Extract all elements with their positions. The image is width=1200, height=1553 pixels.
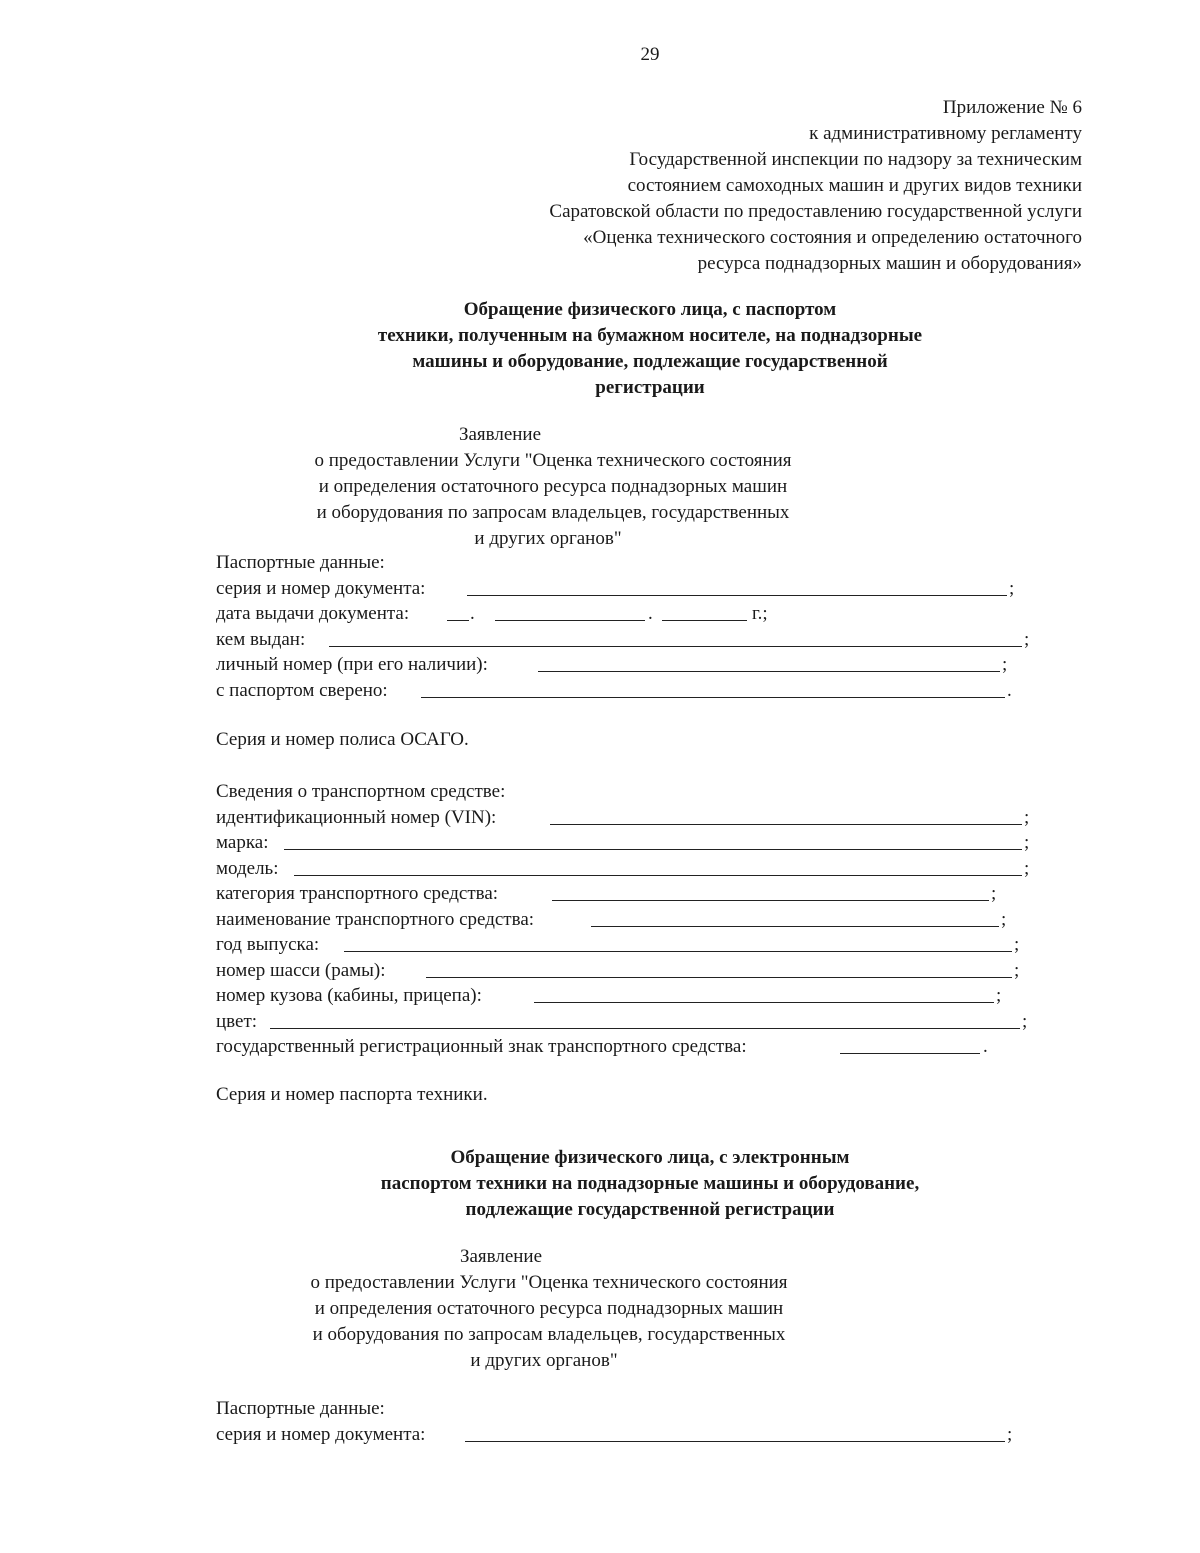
- statement-line: и определения остаточного ресурса поднадзорных машин: [318, 476, 788, 497]
- period: .: [983, 1036, 988, 1057]
- appendix-line: состоянием самоходных машин и других видов техники: [627, 175, 1082, 196]
- personal-number-field[interactable]: [538, 671, 1000, 672]
- vehicle-title: Сведения о транспортном средстве:: [216, 781, 506, 802]
- color-label: цвет:: [216, 1010, 258, 1032]
- passport-title: Паспортные данные:: [216, 552, 385, 573]
- semicolon: ;: [1009, 577, 1015, 599]
- appendix-line: Приложение № 6: [942, 97, 1082, 118]
- heading-line: Обращение физического лица, с электронным: [450, 1147, 850, 1168]
- heading-line: Обращение физического лица, с паспортом: [463, 299, 837, 320]
- year-suffix: г.;: [752, 603, 768, 624]
- tech-passport-line: Серия и номер паспорта техники.: [216, 1084, 488, 1105]
- series-number-label: серия и номер документа:: [216, 1423, 426, 1445]
- statement-line: и определения остаточного ресурса поднадзорных машин: [314, 1298, 784, 1319]
- appendix-block: [549, 95, 1082, 277]
- semicolon: ;: [1014, 959, 1020, 981]
- issue-year-field[interactable]: [662, 620, 747, 621]
- model-field[interactable]: [294, 875, 1022, 876]
- heading-line: подлежащие государственной регистрации: [465, 1199, 835, 1220]
- year-field[interactable]: [344, 951, 1012, 952]
- section2-heading: [0, 1145, 1200, 1223]
- series-number-field[interactable]: [467, 595, 1007, 596]
- statement-line: и других органов": [474, 528, 622, 549]
- issued-by-field[interactable]: [329, 646, 1022, 647]
- vin-label: идентификационный номер (VIN):: [216, 806, 497, 828]
- vin-field[interactable]: [550, 824, 1022, 825]
- body-field[interactable]: [534, 1002, 994, 1003]
- semicolon: ;: [991, 883, 997, 904]
- semicolon: ;: [1014, 934, 1020, 955]
- heading-line: регистрации: [595, 377, 705, 398]
- period: .: [1007, 679, 1012, 701]
- section1-heading: [0, 297, 1200, 401]
- issued-by-label: кем выдан:: [216, 628, 306, 650]
- issue-date-label: дата выдачи документа:: [216, 603, 410, 624]
- brand-field[interactable]: [284, 849, 1022, 850]
- dot: .: [470, 603, 475, 624]
- series-number-field[interactable]: [465, 1441, 1005, 1442]
- model-label: модель:: [216, 857, 279, 879]
- category-field[interactable]: [552, 900, 989, 901]
- brand-label: марка:: [216, 832, 269, 853]
- semicolon: ;: [1002, 654, 1008, 675]
- statement-line: и оборудования по запросам владельцев, государственных: [312, 1324, 786, 1345]
- appendix-line: Государственной инспекции по надзору за техническим: [629, 149, 1082, 170]
- semicolon: ;: [1024, 806, 1030, 828]
- heading-line: паспортом техники на поднадзорные машины и оборудование,: [380, 1173, 920, 1194]
- issue-month-field[interactable]: [495, 620, 645, 621]
- statement-title: Заявление: [458, 424, 542, 445]
- year-label: год выпуска:: [216, 934, 320, 955]
- dot: .: [648, 603, 653, 624]
- statement-line: и других органов": [470, 1350, 618, 1371]
- section1-statement: [270, 422, 836, 552]
- verified-label: с паспортом сверено:: [216, 679, 388, 701]
- name-label: наименование транспортного средства:: [216, 908, 535, 930]
- page-number: 29: [640, 44, 660, 65]
- semicolon: ;: [1024, 857, 1030, 879]
- heading-line: машины и оборудование, подлежащие государственной: [412, 351, 888, 372]
- name-field[interactable]: [591, 926, 999, 927]
- appendix-line: Саратовской области по предоставлению государственной услуги: [549, 201, 1082, 222]
- semicolon: ;: [1022, 1010, 1028, 1032]
- semicolon: ;: [1007, 1423, 1013, 1445]
- statement-line: о предоставлении Услуги "Оценка технического состояния: [310, 1272, 788, 1293]
- reg-plate-field[interactable]: [840, 1053, 980, 1054]
- section2-statement: [266, 1244, 832, 1374]
- color-field[interactable]: [270, 1028, 1020, 1029]
- statement-line: и оборудования по запросам владельцев, государственных: [316, 502, 790, 523]
- appendix-line: «Оценка технического состояния и определению остаточного: [583, 227, 1082, 248]
- appendix-line: к административному регламенту: [809, 123, 1082, 144]
- chassis-field[interactable]: [426, 977, 1012, 978]
- body-label: номер кузова (кабины, прицепа):: [216, 985, 482, 1006]
- personal-number-label: личный номер (при его наличии):: [216, 654, 488, 675]
- semicolon: ;: [1001, 908, 1007, 930]
- passport-title: Паспортные данные:: [216, 1398, 385, 1419]
- chassis-label: номер шасси (рамы):: [216, 959, 386, 981]
- statement-title: Заявление: [459, 1246, 543, 1267]
- appendix-line: ресурса поднадзорных машин и оборудования»: [697, 253, 1082, 274]
- reg-plate-label: государственный регистрационный знак транспортного средства:: [216, 1036, 747, 1057]
- osago-line: Серия и номер полиса ОСАГО.: [216, 729, 469, 750]
- category-label: категория транспортного средства:: [216, 883, 499, 904]
- semicolon: ;: [1024, 832, 1030, 853]
- semicolon: ;: [1024, 628, 1030, 650]
- issue-day-field[interactable]: [447, 620, 469, 621]
- verified-field[interactable]: [421, 697, 1005, 698]
- statement-line: о предоставлении Услуги "Оценка технического состояния: [314, 450, 792, 471]
- semicolon: ;: [996, 985, 1002, 1006]
- heading-line: техники, полученным на бумажном носителе, на поднадзорные: [377, 325, 923, 346]
- series-number-label: серия и номер документа:: [216, 577, 426, 599]
